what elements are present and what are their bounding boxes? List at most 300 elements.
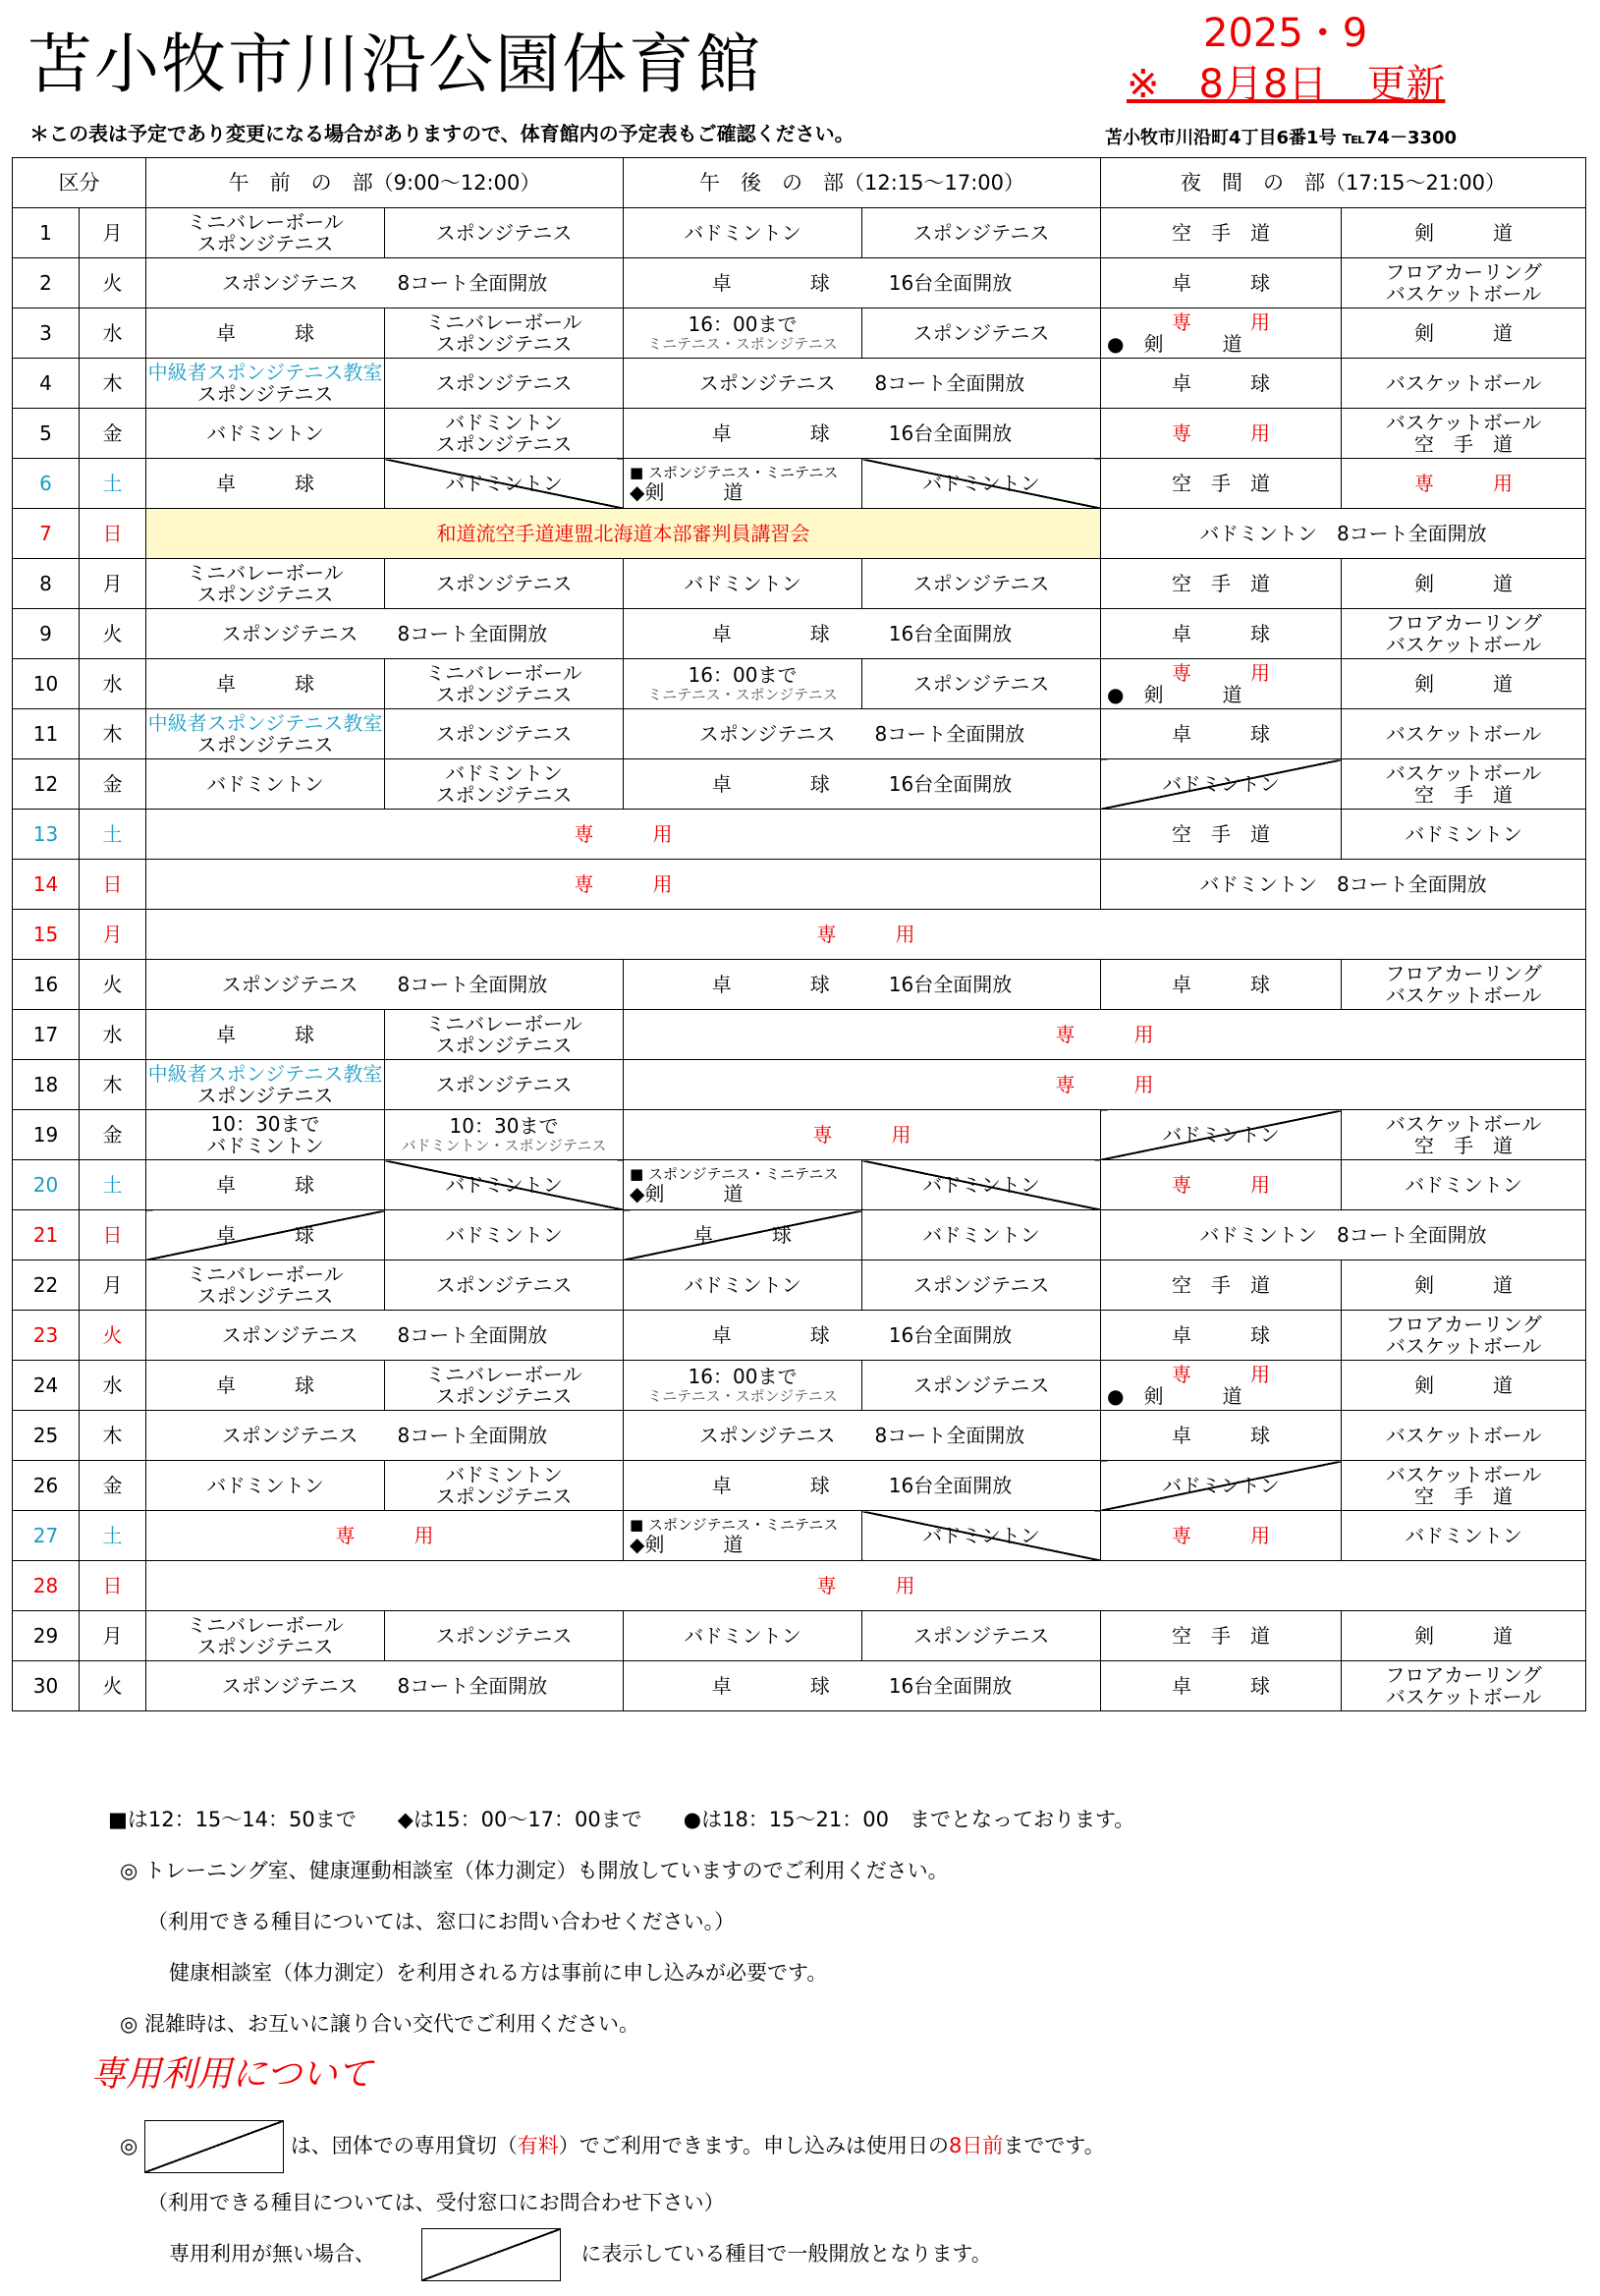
schedule-cell <box>146 960 624 1010</box>
cell-text: スポンジテニス <box>912 1273 1050 1297</box>
cell-text: バドミントン <box>445 472 563 495</box>
day-number: 20 <box>13 1160 80 1210</box>
day-number: 6 <box>13 459 80 509</box>
table-row <box>13 409 1586 459</box>
schedule-cell <box>1101 1311 1342 1361</box>
footer-line-4: ◎ 混雑時は、お互いに譲り合い交代でご利用ください。 <box>120 2012 639 2036</box>
schedule-cell <box>624 459 862 509</box>
day-number: 24 <box>13 1361 80 1411</box>
schedule-cell <box>146 1361 385 1411</box>
cell-text: 専 用 <box>1172 1524 1271 1547</box>
table-row <box>13 208 1586 258</box>
cell-text: ミニバレーボール スポンジテニス <box>425 1363 582 1408</box>
schedule-cell <box>624 709 1101 759</box>
cell-text: 剣 道 <box>1414 1273 1514 1297</box>
weekday: 金 <box>80 409 146 459</box>
schedule-cell <box>624 1260 862 1311</box>
schedule-cell <box>146 308 385 359</box>
cell-text: バドミントン <box>922 1173 1040 1197</box>
schedule-cell <box>1101 1461 1342 1511</box>
schedule-cell <box>1101 1511 1342 1561</box>
table-row <box>13 759 1586 810</box>
schedule-cell <box>624 359 1101 409</box>
cell-text: 10：30まで バドミントン <box>206 1112 324 1157</box>
schedule-cell <box>862 559 1101 609</box>
schedule-cell <box>385 1160 624 1210</box>
table-row <box>13 459 1586 509</box>
schedule-cell <box>146 1661 624 1711</box>
cell-text: ミニバレーボール スポンジテニス <box>187 1613 344 1658</box>
cell-text: 卓 球 <box>1172 1424 1271 1447</box>
weekday: 木 <box>80 1060 146 1110</box>
schedule-cell <box>624 1210 862 1260</box>
cell-text: バドミントン <box>922 1223 1040 1247</box>
schedule-table <box>12 157 1586 1711</box>
weekday: 土 <box>80 1511 146 1561</box>
cell-text: 卓 球 <box>693 1223 792 1247</box>
schedule-cell <box>624 960 1101 1010</box>
schedule-cell <box>385 1260 624 1311</box>
schedule-cell <box>146 509 1101 559</box>
cell-text: スポンジテニス 8コート全面開放 <box>221 271 548 295</box>
exclusive-use-line-3 <box>169 2228 992 2281</box>
weekday: 木 <box>80 359 146 409</box>
cell-text: ミニバレーボール スポンジテニス <box>187 561 344 606</box>
schedule-cell <box>1101 559 1342 609</box>
table-row <box>13 1260 1586 1311</box>
schedule-cell <box>146 1260 385 1311</box>
cell-text: スポンジテニス 8コート全面開放 <box>698 722 1025 746</box>
cell-text: 空 手 道 <box>1172 1624 1271 1648</box>
table-row <box>13 308 1586 359</box>
schedule-cell <box>1342 1311 1586 1361</box>
cell-text: ミニバレーボール スポンジテニス <box>187 210 344 255</box>
strike-legend-box <box>144 2120 284 2173</box>
cell-text: 剣 道 <box>1414 672 1514 696</box>
cell-text: スポンジテニス 8コート全面開放 <box>698 1424 1025 1447</box>
table-row <box>13 509 1586 559</box>
schedule-cell <box>146 208 385 258</box>
weekday: 日 <box>80 1210 146 1260</box>
cell-text: スポンジテニス 8コート全面開放 <box>221 973 548 996</box>
cell-text: 卓 球 16台全面開放 <box>711 271 1013 295</box>
schedule-cell <box>624 258 1101 308</box>
schedule-cell <box>385 359 624 409</box>
cell-text: 剣 道 <box>1414 572 1514 595</box>
cell-text: 卓 球 <box>1172 722 1271 746</box>
table-row <box>13 1561 1586 1611</box>
day-number: 18 <box>13 1060 80 1110</box>
cell-text: 空 手 道 <box>1172 572 1271 595</box>
schedule-cell <box>385 459 624 509</box>
schedule-cell <box>385 409 624 459</box>
weekday: 月 <box>80 1260 146 1311</box>
schedule-cell <box>1101 1361 1342 1411</box>
schedule-cell <box>624 1311 1101 1361</box>
schedule-cell <box>385 1060 624 1110</box>
cell-text: バスケットボール 空 手 道 <box>1385 1463 1542 1508</box>
cell-text: スポンジテニス 8コート全面開放 <box>221 1323 548 1347</box>
schedule-cell <box>1342 258 1586 308</box>
cell-text: バドミントン <box>1162 1474 1280 1497</box>
cell-text: 中級者スポンジテニス教室 <box>147 361 383 384</box>
schedule-cell <box>385 208 624 258</box>
weekday: 火 <box>80 609 146 659</box>
cell-text: ■ スポンジテニス・ミニテニス <box>630 1165 839 1183</box>
schedule-cell <box>1101 1160 1342 1210</box>
schedule-cell <box>385 1461 624 1511</box>
cell-text: フロアカーリング バスケットボール <box>1385 611 1542 656</box>
schedule-cell <box>862 459 1101 509</box>
update-date-text: ※ 8月8日 更新 <box>1127 62 1446 107</box>
cell-text: スポンジテニス <box>435 722 573 746</box>
table-row <box>13 1611 1586 1661</box>
cell-text: バドミントン <box>684 1273 801 1297</box>
schedule-cell <box>624 1110 1101 1160</box>
schedule-cell <box>385 1210 624 1260</box>
schedule-cell <box>146 258 624 308</box>
footer-line-1: ◎ トレーニング室、健康運動相談室（体力測定）も開放していますのでご利用ください。 <box>120 1859 949 1882</box>
schedule-cell <box>1101 208 1342 258</box>
cell-text: 卓 球 <box>216 672 314 696</box>
schedule-cell <box>624 1160 862 1210</box>
schedule-cell <box>624 1010 1586 1060</box>
cell-text: 卓 球 <box>1172 973 1271 996</box>
schedule-cell <box>1342 1511 1586 1561</box>
cell-text: ● 剣 道 <box>1107 1384 1242 1408</box>
schedule-cell <box>1342 810 1586 860</box>
cell-text: 専 用 <box>1414 472 1514 495</box>
table-row <box>13 559 1586 609</box>
cell-text: バドミントン <box>1405 1524 1522 1547</box>
weekday: 水 <box>80 1010 146 1060</box>
table-row <box>13 810 1586 860</box>
cell-text: 卓 球 16台全面開放 <box>711 973 1013 996</box>
schedule-cell <box>1101 810 1342 860</box>
weekday: 月 <box>80 1611 146 1661</box>
schedule-cell <box>385 308 624 359</box>
schedule-cell <box>146 609 624 659</box>
schedule-cell <box>146 659 385 709</box>
cell-text: 専 用 <box>1055 1023 1154 1046</box>
cell-text: スポンジテニス <box>196 382 334 406</box>
day-number: 3 <box>13 308 80 359</box>
cell-text: ◆剣 道 <box>630 1182 744 1205</box>
cell-text: スポンジテニス <box>912 1624 1050 1648</box>
weekday: 金 <box>80 1461 146 1511</box>
cell-text: 専 用 <box>1172 421 1271 445</box>
schedule-cell <box>862 659 1101 709</box>
exclusive-use-title: 専用利用について <box>90 2054 373 2095</box>
cell-text: 卓 球 <box>1172 271 1271 295</box>
schedule-cell <box>1101 1661 1342 1711</box>
cell-text: スポンジテニス <box>196 733 334 756</box>
cell-text: 専 用 <box>574 872 673 896</box>
exclusive-mark: ◎ <box>120 2134 138 2157</box>
table-row <box>13 1210 1586 1260</box>
weekday: 水 <box>80 1361 146 1411</box>
cell-text: ミニテニス・スポンジテニス <box>647 335 838 353</box>
schedule-cell <box>146 759 385 810</box>
cell-text: フロアカーリング バスケットボール <box>1385 1313 1542 1358</box>
cell-text: バドミントン・スポンジテニス <box>401 1137 607 1154</box>
exclusive-use-line-1 <box>120 2120 1105 2173</box>
schedule-cell <box>146 709 385 759</box>
cell-text: 卓 球 16台全面開放 <box>711 1323 1013 1347</box>
cell-text: 卓 球 <box>1172 622 1271 645</box>
schedule-cell <box>146 1060 385 1110</box>
cell-text: バドミントン <box>1405 1173 1522 1197</box>
table-row <box>13 1411 1586 1461</box>
cell-text: バドミントン スポンジテニス <box>435 411 573 456</box>
cell-text: ■ スポンジテニス・ミニテニス <box>630 1516 839 1534</box>
cell-text: バスケットボール <box>1385 371 1542 395</box>
cell-text: 卓 球 <box>1172 371 1271 395</box>
cell-text: スポンジテニス 8コート全面開放 <box>698 371 1025 395</box>
table-row <box>13 1461 1586 1511</box>
weekday: 水 <box>80 659 146 709</box>
cell-text: バドミントン 8コート全面開放 <box>1199 1223 1487 1247</box>
schedule-cell <box>385 1611 624 1661</box>
table-row <box>13 1511 1586 1561</box>
schedule-cell <box>1342 459 1586 509</box>
cell-text: ミニバレーボール スポンジテニス <box>425 1012 582 1057</box>
cell-text: 卓 球 <box>216 472 314 495</box>
cell-text: 剣 道 <box>1414 221 1514 245</box>
table-row <box>13 1361 1586 1411</box>
day-number: 22 <box>13 1260 80 1311</box>
cell-text: スポンジテニス <box>912 1373 1050 1397</box>
strike-legend-box-2 <box>421 2228 561 2281</box>
schedule-cell <box>1342 1611 1586 1661</box>
schedule-cell <box>624 759 1101 810</box>
table-row <box>13 1160 1586 1210</box>
cell-text: フロアカーリング バスケットボール <box>1385 260 1542 306</box>
cell-text: バドミントン <box>684 572 801 595</box>
schedule-cell <box>862 1260 1101 1311</box>
schedule-cell <box>385 759 624 810</box>
day-number: 28 <box>13 1561 80 1611</box>
schedule-cell <box>624 1511 862 1561</box>
table-row <box>13 1661 1586 1711</box>
cell-text: 和道流空手道連盟北海道本部審判員講習会 <box>436 522 810 545</box>
cell-text: バドミントン 8コート全面開放 <box>1199 522 1487 545</box>
schedule-cell <box>1342 308 1586 359</box>
schedule-cell <box>1342 759 1586 810</box>
cell-text: 16：00まで <box>688 312 798 336</box>
schedule-cell <box>1101 409 1342 459</box>
cell-text: フロアカーリング バスケットボール <box>1385 1663 1542 1708</box>
schedule-cell <box>862 208 1101 258</box>
cell-text: 卓 球 <box>1172 1674 1271 1698</box>
schedule-cell <box>1342 1411 1586 1461</box>
table-row <box>13 1311 1586 1361</box>
cell-text: 10：30まで <box>449 1114 559 1138</box>
day-number: 23 <box>13 1311 80 1361</box>
cell-text: ◆剣 道 <box>630 1533 744 1556</box>
exc-text-e: までです。 <box>1003 2134 1105 2157</box>
schedule-cell <box>146 1110 385 1160</box>
cell-text: バスケットボール <box>1385 722 1542 746</box>
cell-text: 専 用 <box>1172 1363 1271 1386</box>
exc-line3-a: 専用利用が無い場合、 <box>169 2242 375 2266</box>
schedule-cell <box>146 910 1586 960</box>
schedule-cell <box>146 409 385 459</box>
cell-text: バスケットボール 空 手 道 <box>1385 411 1542 456</box>
weekday: 火 <box>80 1311 146 1361</box>
cell-text: バドミントン <box>684 221 801 245</box>
day-number: 14 <box>13 860 80 910</box>
schedule-cell <box>1101 258 1342 308</box>
cell-text: バドミントン <box>445 1223 563 1247</box>
day-number: 29 <box>13 1611 80 1661</box>
table-row <box>13 910 1586 960</box>
day-number: 19 <box>13 1110 80 1160</box>
schedule-cell <box>1342 1361 1586 1411</box>
day-number: 4 <box>13 359 80 409</box>
cell-text: 中級者スポンジテニス教室 <box>147 1062 383 1086</box>
cell-text: ミニテニス・スポンジテニス <box>647 686 838 703</box>
cell-text: バドミントン <box>206 772 324 796</box>
schedule-cell <box>146 559 385 609</box>
weekday: 月 <box>80 559 146 609</box>
schedule-cell <box>1101 609 1342 659</box>
schedule-cell <box>1342 609 1586 659</box>
page-title: 苫小牧市川沿公園体育館 <box>28 27 762 102</box>
cell-text: バスケットボール 空 手 道 <box>1385 1112 1542 1157</box>
weekday: 水 <box>80 308 146 359</box>
schedule-cell <box>1101 1110 1342 1160</box>
schedule-cell <box>385 559 624 609</box>
schedule-cell <box>624 1361 862 1411</box>
cell-text: 専 用 <box>1172 310 1271 334</box>
cell-text: バドミントン <box>1162 1123 1280 1147</box>
schedule-cell <box>1101 359 1342 409</box>
cell-text: バドミントン <box>1162 772 1280 796</box>
legend-text: ■は12：15～14：50まで ◆は15：00～17：00まで ●は18：15～21：00 までとなっております。 <box>108 1808 1135 1831</box>
cell-text: バドミントン スポンジテニス <box>435 1463 573 1508</box>
cell-text: 16：00まで <box>688 663 798 687</box>
cell-text: 卓 球 16台全面開放 <box>711 772 1013 796</box>
schedule-cell <box>1101 1611 1342 1661</box>
schedule-cell <box>862 1210 1101 1260</box>
cell-text: スポンジテニス <box>912 572 1050 595</box>
year-month: 2025・9 <box>1203 11 1368 56</box>
cell-text: 空 手 道 <box>1172 822 1271 846</box>
schedule-cell <box>146 1160 385 1210</box>
cell-text: バスケットボール <box>1385 1424 1542 1447</box>
schedule-cell <box>1101 960 1342 1010</box>
cell-text: スポンジテニス 8コート全面開放 <box>221 1424 548 1447</box>
cell-text: 卓 球 16台全面開放 <box>711 622 1013 645</box>
cell-text: スポンジテニス <box>435 1273 573 1297</box>
table-row <box>13 709 1586 759</box>
cell-text: 専 用 <box>812 1123 911 1147</box>
schedule-cell <box>624 1060 1586 1110</box>
schedule-cell <box>1342 1260 1586 1311</box>
cell-text: スポンジテニス <box>196 1084 334 1107</box>
weekday: 金 <box>80 759 146 810</box>
cell-text: 卓 球 <box>1172 1323 1271 1347</box>
weekday: 月 <box>80 208 146 258</box>
day-number: 30 <box>13 1661 80 1711</box>
table-row <box>13 960 1586 1010</box>
table-row <box>13 659 1586 709</box>
schedule-cell <box>146 810 1101 860</box>
schedule-cell <box>1342 1461 1586 1511</box>
schedule-cell <box>1342 709 1586 759</box>
cell-text: 16：00まで <box>688 1365 798 1388</box>
day-number: 25 <box>13 1411 80 1461</box>
schedule-cell <box>146 860 1101 910</box>
weekday: 金 <box>80 1110 146 1160</box>
schedule-cell <box>1342 208 1586 258</box>
exc-line3-b: に表示している種目で一般開放となります。 <box>580 2242 992 2266</box>
cell-text: スポンジテニス <box>435 1073 573 1096</box>
schedule-cell <box>146 459 385 509</box>
cell-text: 卓 球 16台全面開放 <box>711 1674 1013 1698</box>
weekday: 火 <box>80 960 146 1010</box>
cell-text: 空 手 道 <box>1172 472 1271 495</box>
notice-text: ＊この表は予定であり変更になる場合がありますので、体育館内の予定表もご確認ください。 <box>29 122 855 145</box>
schedule-cell <box>862 1361 1101 1411</box>
cell-text: ミニバレーボール スポンジテニス <box>425 310 582 356</box>
schedule-cell <box>1101 860 1586 910</box>
day-number: 1 <box>13 208 80 258</box>
day-number: 7 <box>13 509 80 559</box>
schedule-cell <box>624 409 1101 459</box>
day-number: 15 <box>13 910 80 960</box>
schedule-cell <box>624 208 862 258</box>
schedule-cell <box>146 1561 1586 1611</box>
exc-text-a: は、団体での専用貸切（ <box>290 2134 518 2157</box>
cell-text: バドミントン <box>922 1524 1040 1547</box>
header-afternoon: 午 後 の 部（12:15～17:00） <box>624 158 1101 208</box>
weekday: 土 <box>80 459 146 509</box>
table-row <box>13 609 1586 659</box>
cell-text: フロアカーリング バスケットボール <box>1385 962 1542 1007</box>
schedule-cell <box>1101 459 1342 509</box>
footer-line-2: （利用できる種目については、窓口にお問い合わせください。） <box>147 1910 736 1933</box>
exc-text-paid: 有料 <box>517 2134 559 2157</box>
schedule-cell <box>146 1010 385 1060</box>
header-morning: 午 前 の 部（9:00～12:00） <box>146 158 624 208</box>
day-number: 11 <box>13 709 80 759</box>
schedule-cell <box>862 308 1101 359</box>
cell-text: 空 手 道 <box>1172 1273 1271 1297</box>
cell-text: ◆剣 道 <box>630 480 744 504</box>
schedule-cell <box>146 1210 385 1260</box>
exc-text-days: 8日前 <box>949 2134 1004 2157</box>
cell-text: スポンジテニス <box>435 371 573 395</box>
day-number: 26 <box>13 1461 80 1511</box>
cell-text: バドミントン <box>1405 822 1522 846</box>
cell-text: スポンジテニス <box>912 221 1050 245</box>
cell-text: 専 用 <box>1172 1173 1271 1197</box>
weekday: 日 <box>80 860 146 910</box>
day-number: 9 <box>13 609 80 659</box>
cell-text: ミニテニス・スポンジテニス <box>647 1387 838 1405</box>
cell-text: ● 剣 道 <box>1107 332 1242 356</box>
table-row <box>13 359 1586 409</box>
schedule-cell <box>862 1160 1101 1210</box>
schedule-cell <box>1101 1260 1342 1311</box>
day-number: 2 <box>13 258 80 308</box>
cell-text: 卓 球 <box>216 1373 314 1397</box>
cell-text: 剣 道 <box>1414 321 1514 345</box>
schedule-cell <box>1342 659 1586 709</box>
cell-text: スポンジテニス <box>435 1624 573 1648</box>
